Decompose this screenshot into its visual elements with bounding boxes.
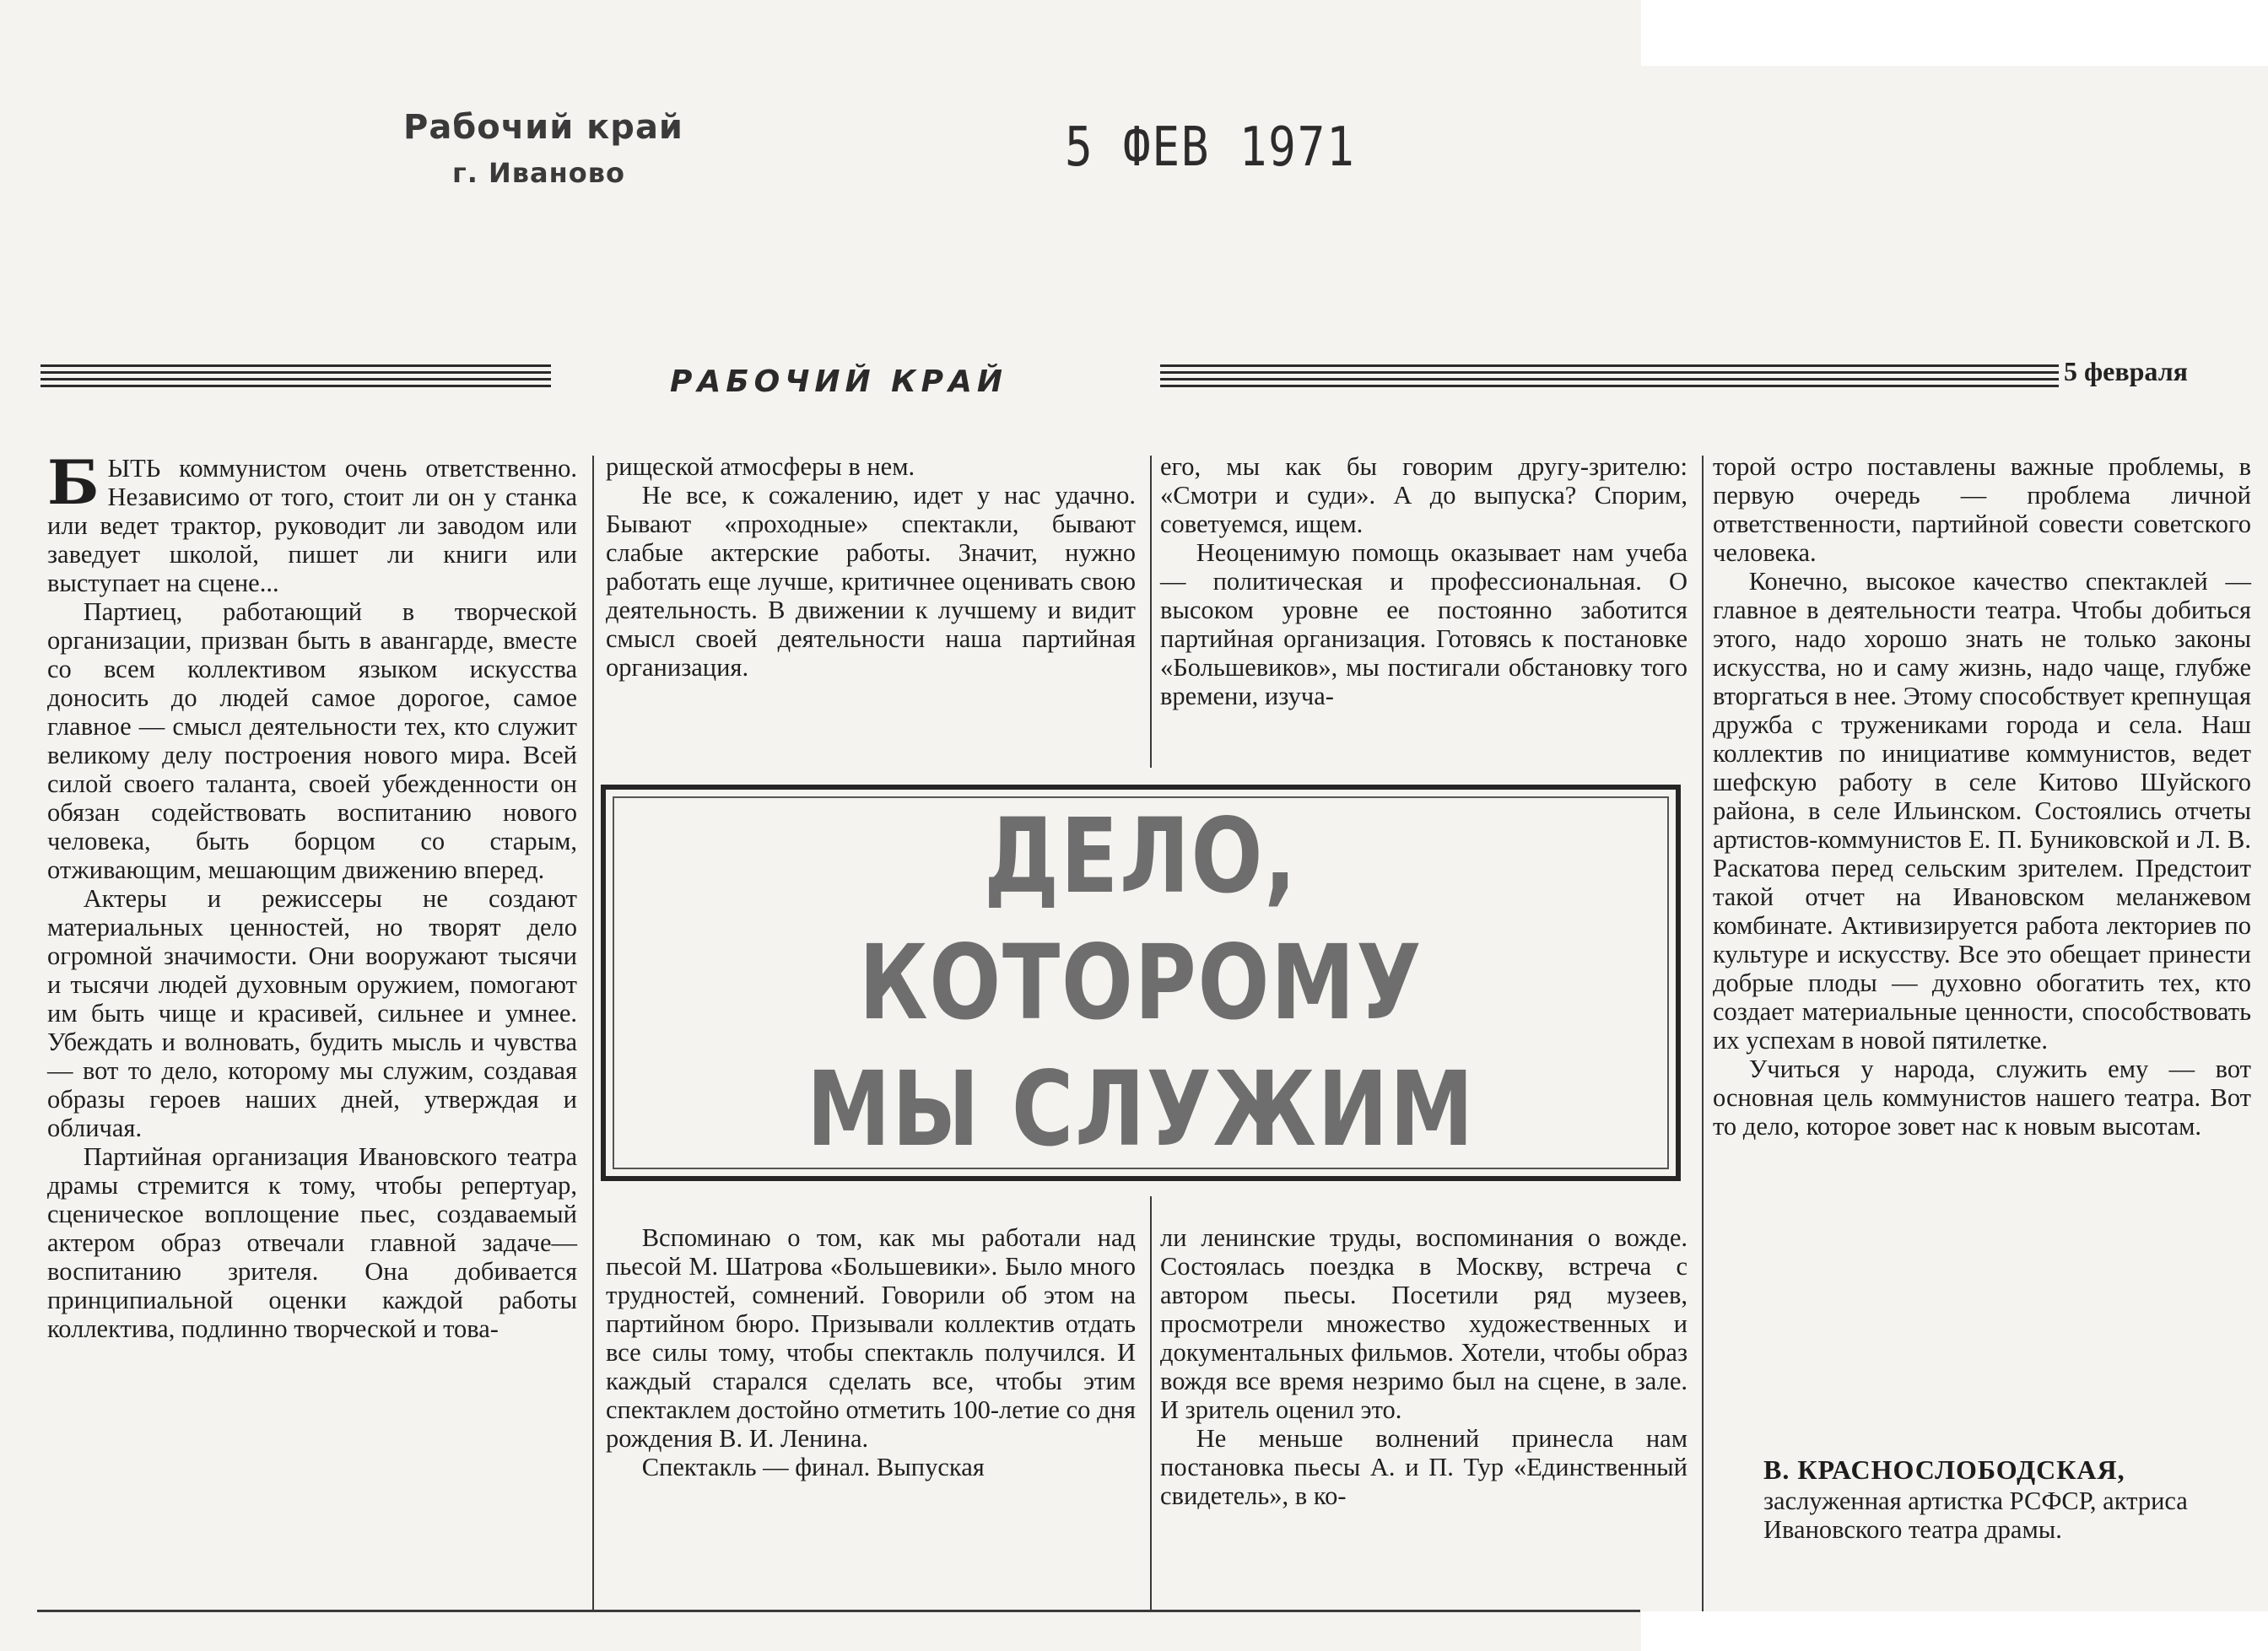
paragraph: [1160, 1424, 1688, 1510]
paragraph-text: Не все, к сожалению, идет у нас удачно. Бывают «проходные» спектакли, бывают слабые актерские работы. Значит, нужно работать еще лучше, критичнее оценивать свою деятельность. В движении к лучшему и видит смысл своей деятельности наша партийная организация.: [606, 481, 1136, 682]
masthead-rule-right: [1160, 364, 2059, 395]
paragraph: [47, 597, 577, 884]
column-divider: [1150, 1196, 1152, 1611]
paragraph-text: Учиться у народа, служить ему — вот основная цель коммунистов нашего театра. Вот то дело, которое зовет нас к новым высотам.: [1713, 1055, 2251, 1141]
article-column-2-bottom: [606, 1223, 1136, 1481]
paragraph: [1713, 1055, 2251, 1141]
stamp-newspaper-name: Рабочий край: [403, 108, 683, 147]
author-title: заслуженная артистка РСФСР, актриса Ивановского театра драмы.: [1763, 1486, 2188, 1544]
paragraph-text: Спектакль — финал. Выпуская: [641, 1453, 985, 1481]
paragraph-text: Вспоминаю о том, как мы работали над пьесой М. Шатрова «Большевики». Было много трудностей, сомнений. Говорили об этом на партийном бюро. Призывали коллектив отдать все силы тому, чтобы спектакль получился. И каждый старался сделать все, чтобы этим спектаклем достойно отметить 100-летие со дня рождения В. И. Ленина.: [606, 1223, 1136, 1453]
issue-date: 5 февраля: [2064, 356, 2188, 386]
paragraph: [1160, 538, 1688, 710]
paragraph: [606, 1453, 1136, 1481]
drop-cap: Б: [47, 446, 100, 518]
paragraph: [47, 884, 577, 1142]
author-name: В. КРАСНОСЛОБОДСКАЯ,: [1763, 1454, 2125, 1485]
background-margin: [1641, 1611, 2268, 1651]
paragraph: [47, 446, 577, 597]
article-column-3-top: [1160, 452, 1688, 710]
paragraph-text: ли ленинские труды, воспоминания о вожде. Состоялась поездка в Москву, встреча с автором пьесы. Посетили ряд музеев, просмотрели множество художественных и документальных фильмов. Хотели, чтобы образ вождя все время незримо был на сцене, в зале. И зритель оценил это.: [1160, 1223, 1688, 1424]
headline-box: [601, 785, 1681, 1181]
article-column-1: [47, 446, 577, 1343]
paragraph: [606, 481, 1136, 682]
masthead-title: РАБОЧИЙ КРАЙ: [670, 364, 1007, 399]
article-column-2-top: [606, 452, 1136, 682]
paragraph: [606, 1223, 1136, 1453]
paragraph: [1713, 452, 2251, 567]
paragraph-text: Конечно, высокое качество спектаклей — главное в деятельности театра. Чтобы добиться этого, надо хорошо знать не только законы искусства, но и саму жизнь, надо чаще, глубже вторгаться в нее. Этому способствует крепнущая дружба с тружениками города и села. Наш коллектив по инициативе коммунистов, ведет шефскую работу в селе Китово Шуйского района, в селе Ильинском. Состоялись отчеты артистов-коммунистов Е. П. Буниковской и Л. В. Раскатова перед сельским зрителем. Предстоит такой отчет на Ивановском меланжевом комбинате. Активизируется работа лекториев по культуре и искусству. Все это обещает принести добрые плоды — духовно обогатить тех, кто создает материальные ценности, способствовать их успехам в новой пятилетке.: [1713, 567, 2251, 1055]
paragraph-text: Партийная организация Ивановского театра драмы стремится к тому, чтобы репертуар, сценическое воплощение пьес, создаваемый актером образ отвечали главной задаче—воспитанию зрителя. Она добивается принципиальной оценки каждой работы коллектива, подлинно творческой и това-: [47, 1142, 577, 1343]
paragraph: [47, 1142, 577, 1343]
paragraph-text: Актеры и режиссеры не создают материальных ценностей, но творят дело огромной значимости. Они вооружают тысячи и тысячи людей духовным оружием, помогают им быть чище и красивей, сильнее и умнее. Убеждать и волновать, будить мысль и чувства — вот то дело, которому мы служим, создавая образы героев наших дней, утверждая и обличая.: [47, 884, 577, 1142]
bottom-rule: [37, 1610, 1640, 1612]
background-margin: [1641, 0, 2268, 66]
article-column-4: [1713, 452, 2251, 1141]
headline-line-1: ДЕЛО, КОТОРОМУ: [858, 796, 1423, 1043]
column-divider: [1702, 456, 1704, 1611]
paragraph: [1160, 452, 1688, 538]
masthead-rule-left: [40, 364, 551, 395]
paragraph-text: торой остро поставлены важные проблемы, в первую очередь — проблема личной ответственности, партийной совести советского человека.: [1713, 452, 2251, 567]
paragraph: [606, 452, 1136, 481]
paragraph: [1160, 1223, 1688, 1424]
column-divider: [592, 456, 594, 1611]
stamp-city: г. Иваново: [452, 157, 625, 189]
paragraph-text: ЫТЬ коммунистом очень ответственно. Независимо от того, стоит ли он у станка или ведет трактор, руководит ли заводом или заведует школой, пишет ли книги или выступает на сцене...: [47, 454, 577, 597]
column-divider: [1150, 456, 1152, 768]
headline-line-2: МЫ СЛУЖИМ: [806, 1049, 1476, 1169]
paragraph-text: Не меньше волнений принесла нам постановка пьесы А. и П. Тур «Единственный свидетель», в ко-: [1160, 1424, 1688, 1510]
paragraph: [1713, 567, 2251, 1055]
paragraph-text: рищеской атмосферы в нем.: [606, 452, 915, 481]
paragraph-text: Неоценимую помощь оказывает нам учеба — политическая и профессиональная. О высоком уровне ее постоянно заботится партийная организация. Готовясь к постановке «Большевиков», мы постигали обстановку того времени, изуча-: [1160, 538, 1688, 710]
paragraph-text: Партиец, работающий в творческой организации, призван быть в авангарде, вместе со всем коллективом языком искусства доносить до людей самое дорогое, самое главное — смысл деятельности тех, кто служит великому делу построения нового мира. Всей силой своего таланта, своей убежденности он обязан содействовать воспитанию нового человека, быть борцом со старым, отживающим, мешающим движению вперед.: [47, 597, 577, 884]
article-column-3-bottom: [1160, 1223, 1688, 1510]
stamp-date: 5 ФЕВ 1971: [1065, 116, 1356, 179]
paragraph-text: его, мы как бы говорим другу-зрителю: «Смотри и суди». А до выпуска? Спорим, советуемся, ищем.: [1160, 452, 1688, 538]
